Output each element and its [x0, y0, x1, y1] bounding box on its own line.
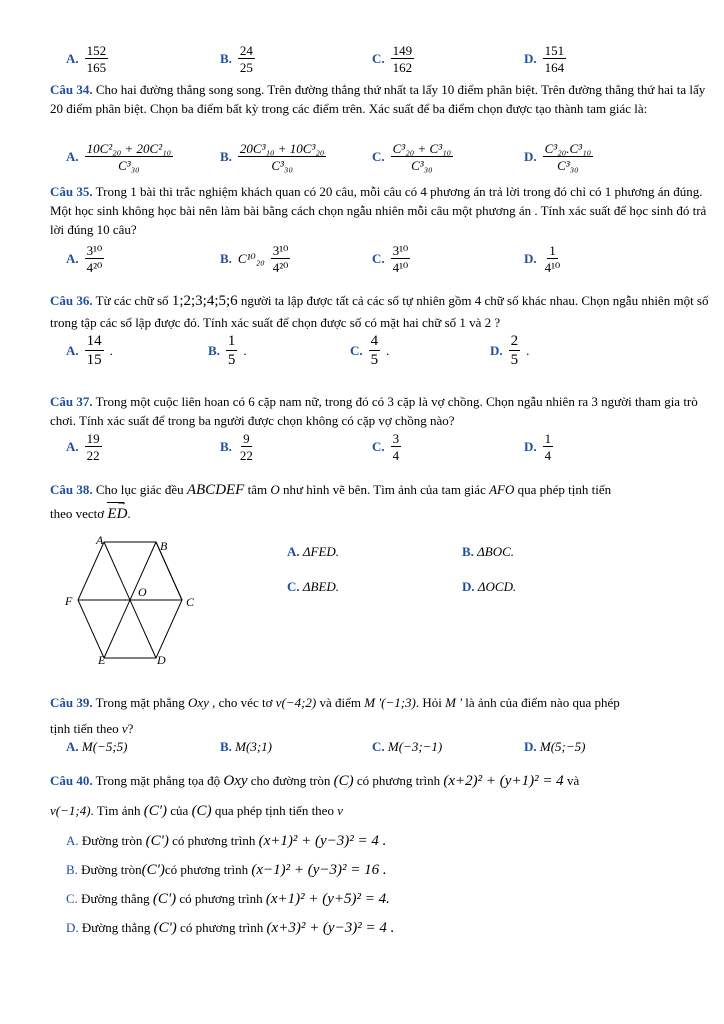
q37-option-b[interactable]: B. $\frac{9}{22}$ — [220, 431, 253, 463]
q34-b-fraction: $\frac{\text{20C³₁₀ + 10C³₂₀}}{\text{C³₃₀}}$ — [239, 141, 325, 173]
q36-b-fraction: $\frac{1}{5}$ — [227, 333, 236, 368]
q34-d-fraction: $\frac{\text{C³₂₀.C³₁₀}}{\text{C³₃₀}}$ — [544, 141, 592, 173]
q37-stem — [50, 392, 720, 430]
q39-vector: v(−4;2) — [275, 695, 317, 710]
q38-option-b[interactable]: B. ΔBOC. — [462, 544, 515, 559]
q35-text: Trong 1 bài thi trắc nghiệm khách quan có 20 câu, mỗi câu có 4 phương án trả lời trong đó chỉ có 1 phương án đúng. Một học sinh không học bài nên làm bài bằng cách chọn ngẫu nhiên mỗi câu một phương án . Tính xác suất để học sinh đó trả lời đúng 10 câu? — [50, 184, 707, 237]
q35-stem — [50, 182, 720, 239]
q35-a-fraction: $\frac{\text{3¹⁰}}{\text{4²⁰}}$ — [86, 243, 103, 275]
q36-option-c[interactable]: C. $\frac{4}{5}$ . — [350, 333, 390, 368]
q40-vector: v(−1;4) — [50, 803, 91, 818]
q33-option-c[interactable]: C. $\frac{149}{162}$ — [372, 43, 413, 75]
q33-option-a[interactable]: A. $\frac{152}{165}$ — [66, 43, 107, 75]
q34-option-c[interactable]: C. $\frac{\text{C³₂₀ + C³₁₀}}{\text{C³₃₀}}$ — [372, 141, 452, 173]
q33-option-b[interactable]: B. $\frac{24}{25}$ — [220, 43, 253, 75]
q38-stem: Câu 38. Cho lục giác đều ABCDEF tâm O như hình vẽ bên. Tìm ảnh của tam giác AFO qua phép tịnh tiến theo vectơ → ED. — [50, 478, 720, 526]
q37-a-fraction: $\frac{19}{22}$ — [86, 431, 100, 463]
q37-d-fraction: $\frac{1}{4}$ — [544, 431, 552, 463]
vertex-label-c: C — [186, 595, 195, 609]
q37-b-fraction: $\frac{9}{22}$ — [239, 431, 253, 463]
q38-vector-ed: → ED — [107, 496, 128, 522]
q36-stem: Câu 36. Từ các chữ số 1;2;3;4;5;6 người ta lập được tất cả các số tự nhiên gồm 4 chữ số khác nhau. Chọn ngẫu nhiên một số trong tập các số lập được đó. Tính xác suất để chọn được số có mặt hai chữ số 1 và 2 ? — [50, 293, 709, 330]
q37-options — [0, 432, 724, 472]
q36-option-b[interactable]: B. $\frac{1}{5}$ . — [208, 333, 247, 368]
q37-option-c[interactable]: C. $\frac{3}{4}$ — [372, 431, 400, 463]
q39-option-b[interactable]: B. M(3;1) — [220, 739, 272, 754]
q35-d-fraction: $\frac{1}{\text{4¹⁰}}$ — [544, 243, 561, 275]
q34-option-b[interactable]: B. $\frac{\text{20C³₁₀ + 10C³₂₀}}{\text{C³₃₀}}$ — [220, 141, 325, 173]
q34-stem — [50, 80, 720, 118]
q40-option-b[interactable]: B. Đường tròn(C')có phương trình (x−1)² + (y−3)² = 16 . — [66, 862, 387, 878]
q40-option-d[interactable]: D. Đường thẳng (C') có phương trình (x+3)² + (y−3)² = 4 . — [66, 920, 395, 936]
q37-number: Câu 37. — [50, 394, 93, 409]
q35-option-a[interactable]: A. $\frac{\text{3¹⁰}}{\text{4²⁰}}$ — [66, 243, 103, 275]
q36-option-d[interactable]: D. $\frac{2}{5}$ . — [490, 333, 530, 368]
q33-a-fraction: $\frac{152}{165}$ — [86, 43, 107, 75]
q34-text: Cho hai đường thẳng song song. Trên đường thẳng thứ nhất ta lấy 10 điểm phân biệt. Trên đường thẳng thứ hai ta lấy 20 điểm phân biệt. Chọn ba điểm bất kỳ trong các điểm trên. Xác suất để ba điểm chọn được tạo thành tam giác là: — [50, 82, 706, 116]
q37-option-a[interactable]: A. $\frac{19}{22}$ — [66, 431, 100, 463]
q36-a-fraction: $\frac{14}{15}$ — [86, 333, 102, 368]
q40-option-c[interactable]: C. Đường thẳng (C') có phương trình (x+1)² + (y+5)² = 4. — [66, 891, 390, 907]
q37-c-fraction: $\frac{3}{4}$ — [392, 431, 400, 463]
q39-number: Câu 39. — [50, 695, 93, 710]
vertex-label-e: E — [98, 653, 106, 667]
q35-option-b[interactable]: B. C¹⁰₂₀ $\frac{\text{3¹⁰}}{\text{4²⁰}}$ — [220, 243, 289, 275]
q35-number: Câu 35. — [50, 184, 93, 199]
q38-option-a[interactable]: A. ΔFED. — [287, 544, 340, 559]
hexagon-figure — [60, 534, 210, 668]
q35-option-d[interactable]: D. $\frac{1}{\text{4¹⁰}}$ — [524, 243, 561, 275]
q39-stem: Câu 39. Trong mặt phẳng Oxy , cho véc tơ v(−4;2) và điểm M '(−1;3). Hỏi M ' là ảnh của điểm nào qua phép tịnh tiến theo v? — [50, 695, 620, 736]
vertex-label-b: B — [160, 539, 168, 553]
q33-c-fraction: $\frac{149}{162}$ — [392, 43, 413, 75]
q39-option-d[interactable]: D. M(5;−5) — [524, 739, 586, 754]
q34-a-fraction: $\frac{\text{10C²₂₀ + 20C²₁₀}}{\text{C³₃₀}}$ — [86, 141, 172, 173]
q34-option-d[interactable]: D. $\frac{\text{C³₂₀.C³₁₀}}{\text{C³₃₀}}$ — [524, 141, 592, 173]
q39-option-c[interactable]: C. M(−3;−1) — [372, 739, 443, 754]
q35-options — [0, 244, 724, 284]
q36-digits: 1;2;3;4;5;6 — [171, 293, 238, 309]
q39-option-a[interactable]: A. M(−5;5) — [66, 739, 128, 754]
q38-number: Câu 38. — [50, 482, 93, 497]
q36-options — [0, 334, 724, 374]
q37-text: Trong một cuộc liên hoan có 6 cặp nam nữ, trong đó có 3 cặp là vợ chồng. Chọn ngẫu nhiên ra 3 người tham gia trò chơi. Tính xác suất để trong ba người được chọn không có cặp vợ chồng nào? — [50, 394, 698, 428]
q35-c-fraction: $\frac{\text{3¹⁰}}{\text{4¹⁰}}$ — [392, 243, 409, 275]
q34-c-fraction: $\frac{\text{C³₂₀ + C³₁₀}}{\text{C³₃₀}}$ — [392, 141, 452, 173]
q34-options — [0, 142, 724, 182]
q38-option-d[interactable]: D. ΔOCD. — [462, 579, 517, 594]
q35-b-fraction: $\frac{\text{3¹⁰}}{\text{4²⁰}}$ — [272, 243, 289, 275]
q33-options — [0, 44, 724, 84]
q34-number: Câu 34. — [50, 82, 93, 97]
q36-d-fraction: $\frac{2}{5}$ — [510, 333, 519, 368]
q38-option-c[interactable]: C. ΔBED. — [287, 579, 340, 594]
q36-c-fraction: $\frac{4}{5}$ — [370, 333, 379, 368]
q34-option-a[interactable]: A. $\frac{\text{10C²₂₀ + 20C²₁₀}}{\text{C³₃₀}}$ — [66, 141, 172, 173]
q36-number: Câu 36. — [50, 293, 93, 308]
q37-option-d[interactable]: D. $\frac{1}{4}$ — [524, 431, 552, 463]
q35-b-combination: C¹⁰₂₀ — [237, 251, 265, 266]
vertex-label-d: D — [157, 653, 166, 667]
q35-option-c[interactable]: C. $\frac{\text{3¹⁰}}{\text{4¹⁰}}$ — [372, 243, 409, 275]
vertex-label-f: F — [65, 594, 73, 608]
q40-stem: Câu 40. Trong mặt phẳng tọa độ Oxy cho đường tròn (C) có phương trình (x+2)² + (y+1)² = 4 và v(−1;4). Tìm ảnh (C′) của (C) qua phép tịnh tiến theo v — [50, 773, 580, 819]
q40-option-a[interactable]: A. Đường tròn (C') có phương trình (x+1)² + (y−3)² = 4 . — [66, 833, 387, 849]
vertex-label-a: A — [96, 534, 104, 547]
q33-b-fraction: $\frac{24}{25}$ — [239, 43, 253, 75]
q33-option-d[interactable]: D. $\frac{151}{164}$ — [524, 43, 565, 75]
q36-option-a[interactable]: A. $\frac{14}{15}$ . — [66, 333, 113, 368]
q33-d-fraction: $\frac{151}{164}$ — [544, 43, 565, 75]
q40-equation: (x+2)² + (y+1)² = 4 — [443, 773, 564, 789]
q40-number: Câu 40. — [50, 773, 93, 788]
center-label-o: O — [138, 585, 147, 599]
